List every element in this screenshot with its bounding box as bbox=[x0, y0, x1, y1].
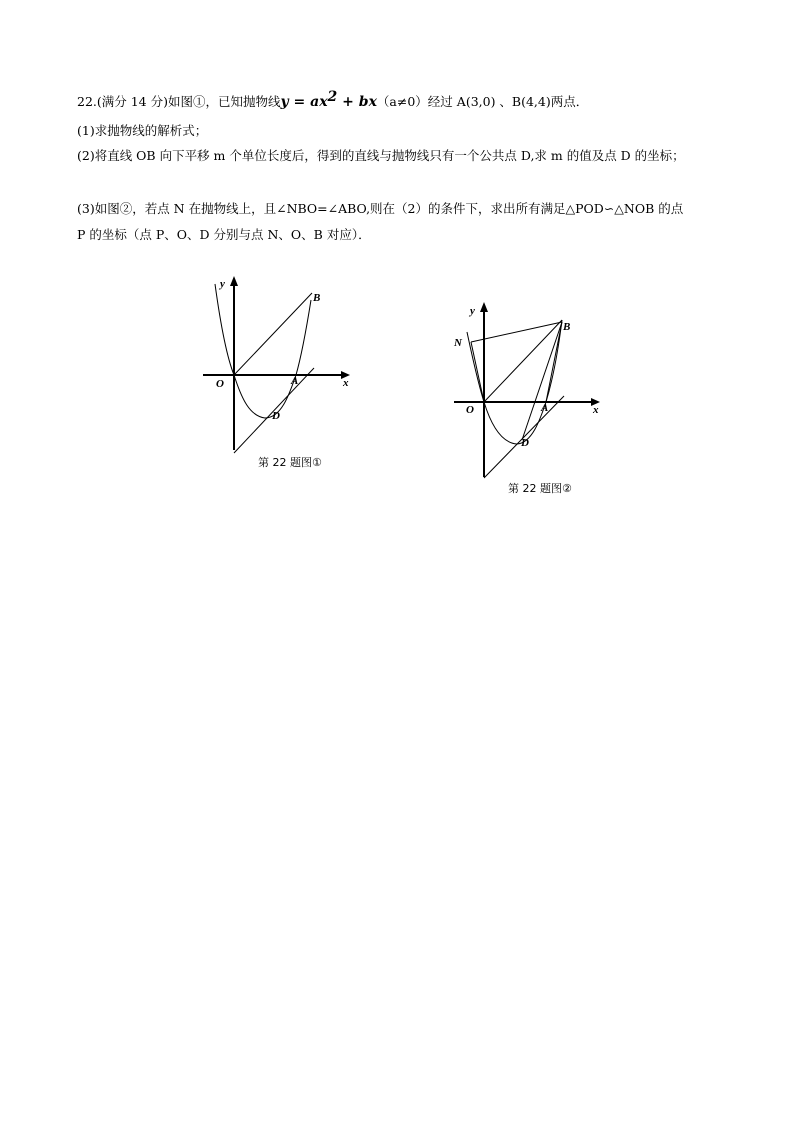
intro-prefix: 如图①，已知抛物线 bbox=[168, 94, 281, 110]
formula-bx: + bx bbox=[337, 94, 377, 111]
formula-exponent: 2 bbox=[327, 89, 338, 105]
fig2-caption: 第 22 题图② bbox=[508, 482, 572, 495]
fig2-line-OB bbox=[484, 320, 562, 402]
intro-suffix: 两点． bbox=[550, 94, 589, 110]
fig2-line-BD bbox=[522, 322, 562, 440]
fig2-label-O: O bbox=[466, 404, 474, 416]
fig2-label-y: y bbox=[470, 305, 475, 317]
formula-y-ax: y = ax bbox=[280, 94, 328, 111]
fig1-caption: 第 22 题图① bbox=[258, 456, 322, 469]
fig2-label-D: D bbox=[521, 437, 529, 449]
part-3-line-1: (3)如图②，若点 N 在抛物线上，且∠NBO=∠ABO,则在（2）的条件下，求出所有满足△POD∽△NOB 的点 bbox=[77, 201, 684, 216]
fig2-y-arrow bbox=[480, 302, 488, 312]
points-text: A(3,0) 、B(4,4) bbox=[452, 94, 551, 110]
part-2-text: (2)将直线 OB 向下平移 m 个单位长度后，得到的直线与抛物线只有一个公共点 D,求 m 的值及点 D 的坐标； bbox=[77, 148, 685, 163]
part-1-text: (1)求抛物线的解析式； bbox=[77, 123, 208, 138]
fig2-label-B: B bbox=[563, 321, 571, 333]
fig1-label-O: O bbox=[216, 378, 224, 390]
fig2-parabola bbox=[467, 320, 562, 444]
fig2-label-N: N bbox=[454, 337, 462, 349]
fig1-label-x: x bbox=[343, 377, 349, 389]
fig1-label-D: D bbox=[272, 410, 280, 422]
fig2-label-A: A bbox=[541, 402, 549, 414]
question-number: 22.(满分 14 分) bbox=[77, 94, 168, 110]
fig1-label-A: A bbox=[291, 375, 299, 387]
fig1-label-y: y bbox=[220, 278, 225, 290]
fig2-label-x: x bbox=[593, 404, 599, 416]
fig1-label-B: B bbox=[313, 292, 321, 304]
condition-text: （a≠0）经过 bbox=[376, 94, 453, 110]
fig2-line-NO bbox=[471, 342, 484, 402]
part-3-line-2: P 的坐标（点 P、O、D 分别与点 N、O、B 对应）． bbox=[77, 227, 371, 242]
